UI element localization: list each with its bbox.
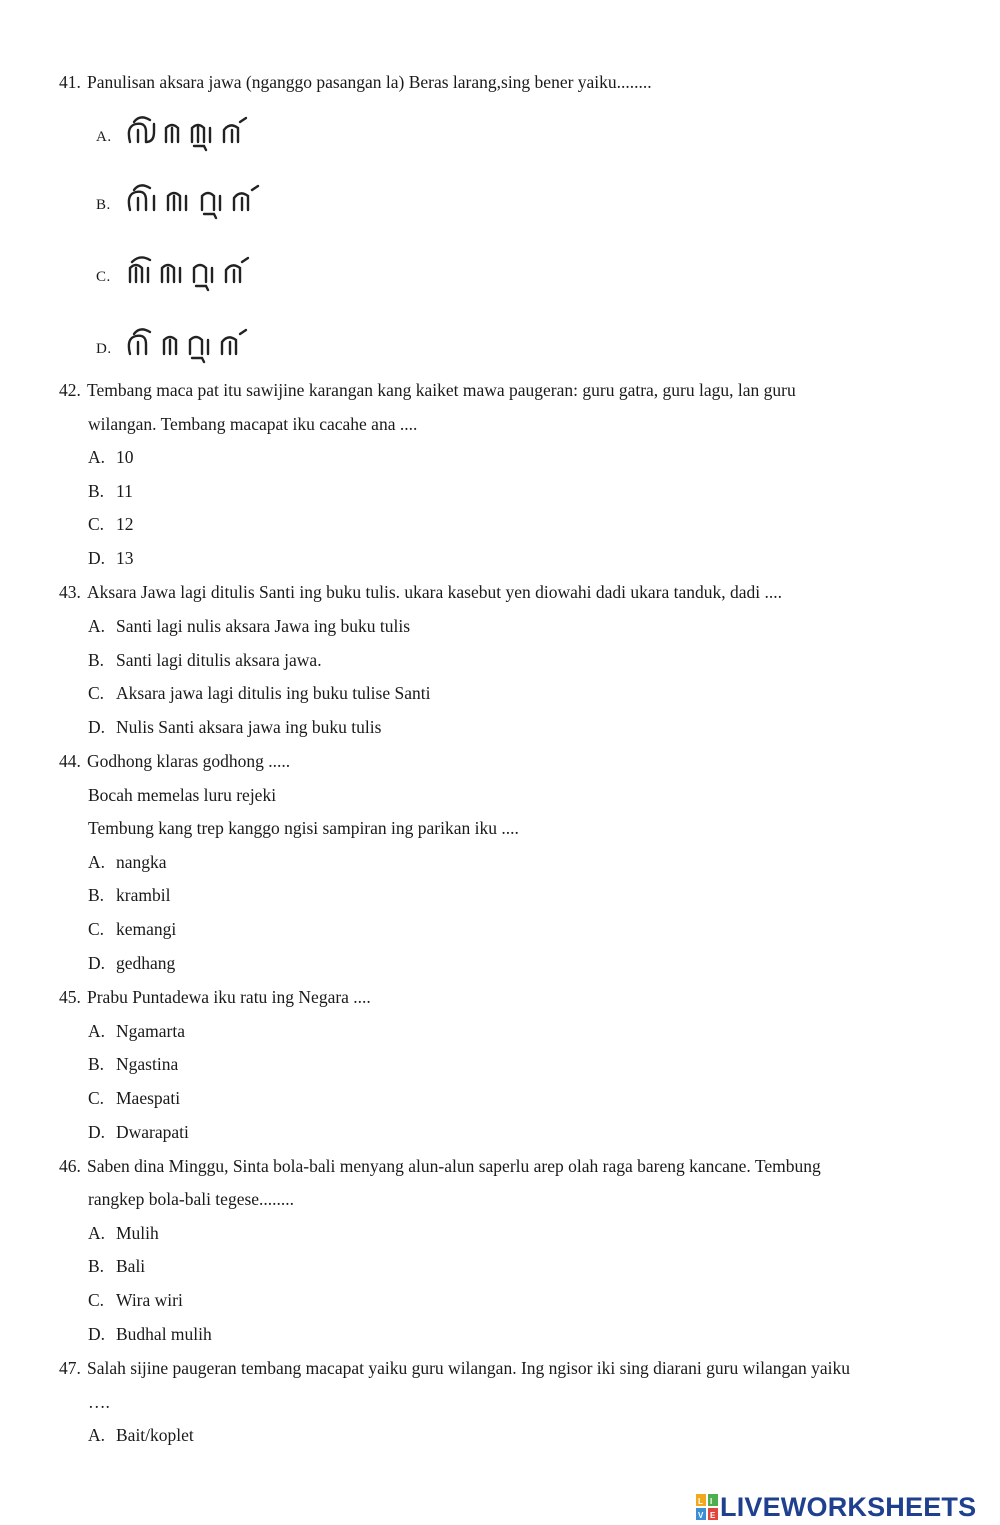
option-letter: D. bbox=[88, 1122, 106, 1142]
option-42-c[interactable] bbox=[88, 514, 134, 534]
option-text: 13 bbox=[116, 548, 134, 568]
javanese-script-image bbox=[120, 324, 270, 364]
question-44 bbox=[59, 751, 290, 771]
option-44-c[interactable] bbox=[88, 919, 176, 939]
option-45-a[interactable] bbox=[88, 1021, 185, 1041]
option-text: Aksara jawa lagi ditulis ing buku tulise Santi bbox=[116, 683, 431, 703]
option-letter: D. bbox=[96, 341, 112, 357]
question-46 bbox=[59, 1156, 821, 1176]
question-42 bbox=[59, 380, 796, 400]
option-letter: B. bbox=[96, 197, 111, 213]
option-43-d[interactable] bbox=[88, 717, 381, 737]
option-text: Wira wiri bbox=[116, 1290, 183, 1310]
option-letter: C. bbox=[88, 919, 105, 939]
option-letter: C. bbox=[88, 514, 105, 534]
option-letter: A. bbox=[88, 852, 106, 872]
option-letter: D. bbox=[88, 717, 106, 737]
option-letter: B. bbox=[88, 1256, 105, 1276]
option-text: Bali bbox=[116, 1256, 146, 1276]
option-text: krambil bbox=[116, 885, 171, 905]
javanese-script-image bbox=[120, 252, 270, 292]
option-text: kemangi bbox=[116, 919, 177, 939]
javanese-script-image bbox=[120, 112, 270, 152]
option-letter: C. bbox=[96, 269, 111, 285]
option-46-a[interactable] bbox=[88, 1223, 159, 1243]
question-text-continued: Bocah memelas luru rejeki bbox=[88, 785, 277, 805]
option-letter: D. bbox=[88, 548, 106, 568]
option-letter: A. bbox=[96, 129, 112, 145]
option-47-a[interactable] bbox=[88, 1425, 194, 1445]
option-43-c[interactable] bbox=[88, 683, 430, 703]
option-text: Bait/koplet bbox=[116, 1425, 194, 1445]
question-number: 43. bbox=[59, 582, 81, 602]
option-42-a[interactable] bbox=[88, 447, 134, 467]
question-text-continued: …. bbox=[88, 1392, 110, 1412]
question-text: Tembang maca pat itu sawijine karangan kang kaiket mawa paugeran: guru gatra, guru lagu, lan guru bbox=[87, 380, 796, 400]
option-45-c[interactable] bbox=[88, 1088, 180, 1108]
question-text: Godhong klaras godhong ..... bbox=[87, 751, 291, 771]
option-46-c[interactable] bbox=[88, 1290, 183, 1310]
option-44-a[interactable] bbox=[88, 852, 167, 872]
option-44-b[interactable] bbox=[88, 885, 170, 905]
option-text: 10 bbox=[116, 447, 134, 467]
question-number: 47. bbox=[59, 1358, 81, 1378]
option-letter: D. bbox=[88, 1324, 106, 1344]
option-text: Dwarapati bbox=[116, 1122, 189, 1142]
option-43-a[interactable] bbox=[88, 616, 410, 636]
question-43 bbox=[59, 582, 782, 602]
option-letter: B. bbox=[88, 481, 105, 501]
option-letter: B. bbox=[88, 650, 105, 670]
question-number: 46. bbox=[59, 1156, 81, 1176]
option-letter: A. bbox=[88, 1223, 106, 1243]
option-text: Nulis Santi aksara jawa ing buku tulis bbox=[116, 717, 382, 737]
question-text: Aksara Jawa lagi ditulis Santi ing buku tulis. ukara kasebut yen diowahi dadi ukara tanduk, dadi .... bbox=[87, 582, 782, 602]
option-45-d[interactable] bbox=[88, 1122, 189, 1142]
svg-text:I: I bbox=[710, 1497, 713, 1506]
option-text: Mulih bbox=[116, 1223, 159, 1243]
option-text: Santi lagi nulis aksara Jawa ing buku tulis bbox=[116, 616, 411, 636]
option-letter: C. bbox=[88, 683, 105, 703]
svg-text:V: V bbox=[698, 1511, 704, 1520]
question-text: Panulisan aksara jawa (nganggo pasangan la) Beras larang,sing bener yaiku........ bbox=[87, 72, 652, 92]
option-42-b[interactable] bbox=[88, 481, 133, 501]
svg-text:E: E bbox=[710, 1511, 716, 1520]
option-44-d[interactable] bbox=[88, 953, 175, 973]
question-text: Prabu Puntadewa iku ratu ing Negara .... bbox=[87, 987, 371, 1007]
svg-text:L: L bbox=[698, 1497, 703, 1506]
question-text-continued: rangkep bola-bali tegese........ bbox=[88, 1189, 295, 1209]
javanese-script-image bbox=[120, 180, 280, 220]
option-46-d[interactable] bbox=[88, 1324, 212, 1344]
liveworksheets-logo-icon bbox=[696, 1494, 718, 1520]
option-text: Budhal mulih bbox=[116, 1324, 212, 1344]
option-letter: C. bbox=[88, 1290, 105, 1310]
question-number: 45. bbox=[59, 987, 81, 1007]
option-46-b[interactable] bbox=[88, 1256, 145, 1276]
option-letter: A. bbox=[88, 616, 106, 636]
question-text: Saben dina Minggu, Sinta bola-bali menyang alun-alun saperlu arep olah raga bareng kancane. Tembung bbox=[87, 1156, 821, 1176]
option-letter: A. bbox=[88, 447, 106, 467]
question-47 bbox=[59, 1358, 850, 1378]
question-number: 44. bbox=[59, 751, 81, 771]
option-text: Maespati bbox=[116, 1088, 181, 1108]
option-41-c[interactable] bbox=[96, 252, 270, 292]
option-text: gedhang bbox=[116, 953, 176, 973]
question-45 bbox=[59, 987, 371, 1007]
option-42-d[interactable] bbox=[88, 548, 134, 568]
option-text: Ngastina bbox=[116, 1054, 179, 1074]
option-letter: B. bbox=[88, 1054, 105, 1074]
question-text-continued: wilangan. Tembang macapat iku cacahe ana .... bbox=[88, 414, 418, 434]
question-number: 42. bbox=[59, 380, 81, 400]
option-text: Ngamarta bbox=[116, 1021, 185, 1041]
option-letter: A. bbox=[88, 1425, 106, 1445]
option-letter: A. bbox=[88, 1021, 106, 1041]
liveworksheets-logo[interactable] bbox=[696, 1491, 976, 1523]
option-letter: B. bbox=[88, 885, 105, 905]
option-text: Santi lagi ditulis aksara jawa. bbox=[116, 650, 322, 670]
option-text: 12 bbox=[116, 514, 134, 534]
question-41 bbox=[59, 72, 652, 92]
logo-text: LIVEWORKSHEETS bbox=[720, 1491, 977, 1522]
option-41-a[interactable] bbox=[96, 112, 270, 152]
option-letter: D. bbox=[88, 953, 106, 973]
option-text: 11 bbox=[116, 481, 133, 501]
question-text: Salah sijine paugeran tembang macapat yaiku guru wilangan. Ing ngisor iki sing diarani guru wilangan yaiku bbox=[87, 1358, 850, 1378]
option-text: nangka bbox=[116, 852, 167, 872]
question-text-continued: Tembung kang trep kanggo ngisi sampiran ing parikan iku .... bbox=[88, 818, 519, 838]
option-43-b[interactable] bbox=[88, 650, 322, 670]
option-letter: C. bbox=[88, 1088, 105, 1108]
option-45-b[interactable] bbox=[88, 1054, 178, 1074]
question-number: 41. bbox=[59, 72, 81, 92]
option-41-b[interactable] bbox=[96, 180, 280, 220]
option-41-d[interactable] bbox=[96, 324, 270, 364]
